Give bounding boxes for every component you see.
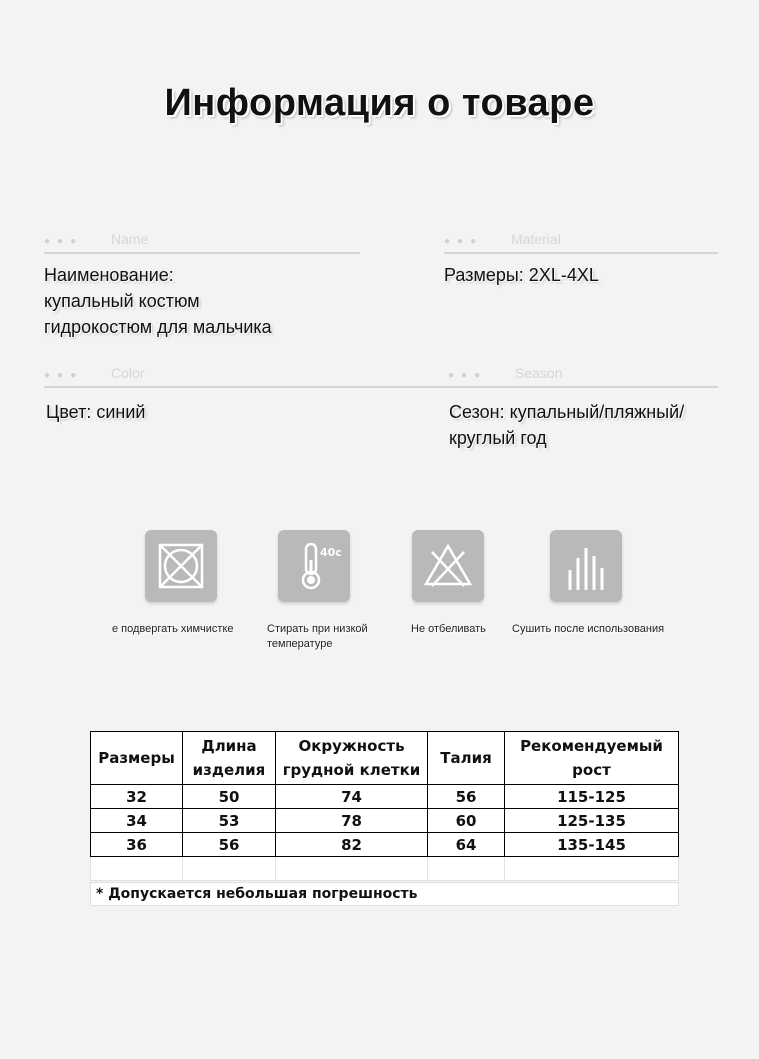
table-header-cell: Окружность грудной клетки: [276, 732, 428, 785]
dots-decoration: ●●●: [44, 370, 84, 381]
table-cell: [183, 857, 276, 881]
name-line: гидрокостюм для мальчика: [44, 317, 272, 337]
section-header-name: [44, 230, 360, 254]
care-label-wash: [267, 622, 368, 652]
name-line: Наименование:: [44, 265, 174, 285]
season-line: Сезон: купальный/пляжный/: [449, 402, 685, 422]
table-cell: [505, 857, 679, 881]
table-cell: 125-135: [505, 809, 679, 833]
table-cell: 36: [91, 833, 183, 857]
table-header-row: [91, 732, 679, 785]
name-value: [44, 262, 272, 340]
no-dry-clean-icon: [145, 530, 217, 602]
color-value: [46, 399, 145, 425]
material-value: [444, 262, 599, 288]
color-line: Цвет: синий: [46, 402, 146, 422]
wash-40-icon: [278, 530, 350, 602]
section-header-material: [444, 230, 718, 254]
table-row: [91, 785, 679, 809]
section-heading-season: Season: [515, 365, 563, 381]
tolerance-note: * Допускается небольшая погрешность: [90, 882, 679, 906]
wash-temp-label: 40c: [320, 546, 342, 559]
table-header-cell: Рекомендуемый рост: [505, 732, 679, 785]
season-value: [449, 399, 684, 451]
table-header-cell: Размеры: [91, 732, 183, 785]
care-label-dry: [512, 622, 664, 637]
table-cell: [91, 857, 183, 881]
size-table: [90, 731, 679, 881]
table-cell: 60: [428, 809, 505, 833]
table-row: [91, 833, 679, 857]
season-line: круглый год: [449, 428, 547, 448]
section-header-season: [448, 364, 718, 388]
table-header-cell: Талия: [428, 732, 505, 785]
table-row: [91, 809, 679, 833]
table-cell: 56: [183, 833, 276, 857]
care-label-line: е подвергать химчистке: [112, 623, 234, 635]
table-cell: [428, 857, 505, 881]
care-label-line: температуре: [267, 638, 333, 650]
table-cell: 50: [183, 785, 276, 809]
table-cell: 82: [276, 833, 428, 857]
table-cell: 53: [183, 809, 276, 833]
name-line: купальный костюм: [44, 291, 200, 311]
material-line: Размеры: 2XL-4XL: [444, 265, 599, 285]
table-cell: 115-125: [505, 785, 679, 809]
care-label-line: Не отбеливать: [411, 623, 486, 635]
table-cell: 56: [428, 785, 505, 809]
table-cell: 34: [91, 809, 183, 833]
page-title: Информация о товаре: [164, 82, 595, 124]
table-cell: 32: [91, 785, 183, 809]
dots-decoration: ●●●: [44, 236, 84, 247]
section-heading-name: Name: [111, 231, 149, 247]
divider: [444, 252, 718, 254]
section-heading-color: Color: [111, 365, 145, 381]
care-label-line: Сушить после использования: [512, 623, 665, 635]
dots-decoration: ●●●: [444, 236, 484, 247]
care-label-dry-clean: [112, 622, 234, 637]
section-heading-material: Material: [511, 231, 561, 247]
table-empty-row: [91, 857, 679, 881]
no-bleach-icon: [412, 530, 484, 602]
dots-decoration: ●●●: [448, 370, 488, 381]
table-cell: 78: [276, 809, 428, 833]
care-label-bleach: [411, 622, 486, 637]
table-cell: 135-145: [505, 833, 679, 857]
line-dry-icon: [550, 530, 622, 602]
divider: [44, 252, 360, 254]
table-header-cell: Длина изделия: [183, 732, 276, 785]
table-cell: 64: [428, 833, 505, 857]
care-label-line: Стирать при низкой: [267, 623, 368, 635]
table-cell: 74: [276, 785, 428, 809]
table-cell: [276, 857, 428, 881]
